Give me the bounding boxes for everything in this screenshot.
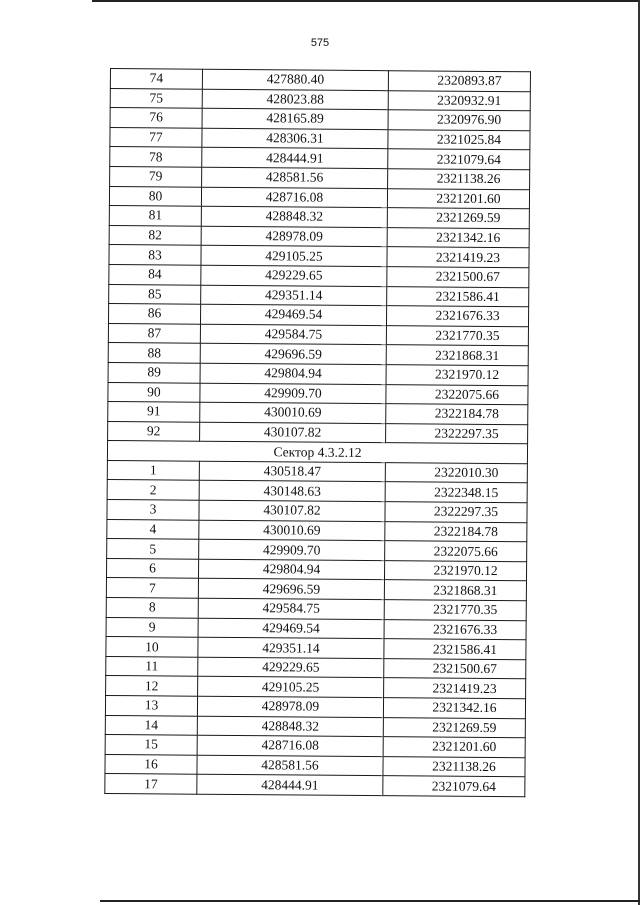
y-coordinate-cell: 2321586.41 <box>384 639 526 660</box>
point-number-cell: 8 <box>106 598 198 618</box>
y-coordinate-cell: 2321138.26 <box>383 756 525 777</box>
point-number-cell: 90 <box>108 382 200 402</box>
x-coordinate-cell: 429804.94 <box>198 559 384 580</box>
x-coordinate-cell: 428165.89 <box>202 108 388 129</box>
x-coordinate-cell: 430010.69 <box>199 520 385 541</box>
y-coordinate-cell: 2321970.12 <box>384 561 526 582</box>
x-coordinate-cell: 430107.82 <box>199 500 385 521</box>
x-coordinate-cell: 430107.82 <box>200 422 386 443</box>
y-coordinate-cell: 2321025.84 <box>388 129 530 150</box>
y-coordinate-cell: 2321500.67 <box>384 658 526 679</box>
x-coordinate-cell: 428581.56 <box>202 167 388 188</box>
y-coordinate-cell: 2322075.66 <box>385 541 527 562</box>
y-coordinate-cell: 2321269.59 <box>383 717 525 738</box>
point-number-cell: 7 <box>106 578 198 598</box>
coordinates-table-body <box>105 69 531 797</box>
point-number-cell: 74 <box>110 69 202 89</box>
y-coordinate-cell: 2321201.60 <box>387 188 529 209</box>
x-coordinate-cell: 429469.54 <box>198 618 384 639</box>
point-number-cell: 86 <box>108 304 200 324</box>
point-number-cell: 9 <box>106 617 198 637</box>
scan-bottom-border <box>100 900 640 902</box>
x-coordinate-cell: 430148.63 <box>199 481 385 502</box>
y-coordinate-cell: 2321676.33 <box>386 306 528 327</box>
x-coordinate-cell: 429351.14 <box>201 285 387 306</box>
x-coordinate-cell: 428848.32 <box>201 206 387 227</box>
point-number-cell: 15 <box>105 735 197 755</box>
x-coordinate-cell: 429584.75 <box>200 324 386 345</box>
y-coordinate-cell: 2320932.91 <box>388 90 530 111</box>
page-number: 575 <box>310 37 330 49</box>
section-title: Сектор 4.3.2.12 <box>107 441 527 464</box>
x-coordinate-cell: 428978.09 <box>197 696 383 717</box>
point-number-cell: 14 <box>105 715 197 735</box>
point-number-cell: 10 <box>106 637 198 657</box>
point-number-cell: 88 <box>108 343 200 363</box>
y-coordinate-cell: 2321079.64 <box>383 776 525 797</box>
y-coordinate-cell: 2322184.78 <box>385 521 527 542</box>
scan-top-border <box>92 0 640 2</box>
point-number-cell: 5 <box>107 539 199 559</box>
x-coordinate-cell: 429469.54 <box>200 304 386 325</box>
y-coordinate-cell: 2322010.30 <box>385 463 527 484</box>
x-coordinate-cell: 428444.91 <box>197 775 383 796</box>
point-number-cell: 4 <box>107 519 199 539</box>
x-coordinate-cell: 429909.70 <box>199 539 385 560</box>
y-coordinate-cell: 2321500.67 <box>387 267 529 288</box>
x-coordinate-cell: 428581.56 <box>197 755 383 776</box>
point-number-cell: 12 <box>106 676 198 696</box>
y-coordinate-cell: 2321342.16 <box>383 698 525 719</box>
x-coordinate-cell: 429584.75 <box>198 598 384 619</box>
x-coordinate-cell: 430010.69 <box>200 402 386 423</box>
y-coordinate-cell: 2321342.16 <box>387 227 529 248</box>
x-coordinate-cell: 427880.40 <box>202 69 388 90</box>
y-coordinate-cell: 2322297.35 <box>385 502 527 523</box>
y-coordinate-cell: 2320976.90 <box>388 110 530 131</box>
point-number-cell: 3 <box>107 500 199 520</box>
x-coordinate-cell: 428848.32 <box>197 716 383 737</box>
y-coordinate-cell: 2321138.26 <box>388 169 530 190</box>
y-coordinate-cell: 2322348.15 <box>385 482 527 503</box>
y-coordinate-cell: 2322075.66 <box>386 384 528 405</box>
coordinates-table <box>104 68 531 797</box>
y-coordinate-cell: 2321970.12 <box>386 365 528 386</box>
x-coordinate-cell: 429909.70 <box>200 383 386 404</box>
point-number-cell: 2 <box>107 480 199 500</box>
point-number-cell: 77 <box>110 127 202 147</box>
x-coordinate-cell: 428444.91 <box>202 148 388 169</box>
point-number-cell: 82 <box>109 225 201 245</box>
x-coordinate-cell: 428716.08 <box>197 735 383 756</box>
x-coordinate-cell: 429696.59 <box>198 579 384 600</box>
point-number-cell: 75 <box>110 88 202 108</box>
point-number-cell: 84 <box>109 264 201 284</box>
point-number-cell: 81 <box>109 206 201 226</box>
point-number-cell: 92 <box>108 421 200 441</box>
point-number-cell: 76 <box>110 108 202 128</box>
x-coordinate-cell: 429105.25 <box>198 677 384 698</box>
y-coordinate-cell: 2321586.41 <box>387 286 529 307</box>
point-number-cell: 17 <box>105 774 197 794</box>
x-coordinate-cell: 429229.65 <box>198 657 384 678</box>
x-coordinate-cell: 430518.47 <box>199 461 385 482</box>
y-coordinate-cell: 2321868.31 <box>384 580 526 601</box>
y-coordinate-cell: 2321676.33 <box>384 619 526 640</box>
point-number-cell: 79 <box>110 166 202 186</box>
point-number-cell: 83 <box>109 245 201 265</box>
y-coordinate-cell: 2321419.23 <box>384 678 526 699</box>
y-coordinate-cell: 2321079.64 <box>388 149 530 170</box>
x-coordinate-cell: 429696.59 <box>200 344 386 365</box>
point-number-cell: 13 <box>105 695 197 715</box>
y-coordinate-cell: 2321868.31 <box>386 345 528 366</box>
point-number-cell: 16 <box>105 754 197 774</box>
point-number-cell: 78 <box>110 147 202 167</box>
point-number-cell: 85 <box>109 284 201 304</box>
point-number-cell: 91 <box>108 402 200 422</box>
y-coordinate-cell: 2321770.35 <box>386 325 528 346</box>
y-coordinate-cell: 2321201.60 <box>383 737 525 758</box>
y-coordinate-cell: 2322184.78 <box>386 404 528 425</box>
x-coordinate-cell: 428023.88 <box>202 89 388 110</box>
point-number-cell: 6 <box>106 558 198 578</box>
x-coordinate-cell: 428716.08 <box>201 187 387 208</box>
y-coordinate-cell: 2322297.35 <box>386 423 528 444</box>
point-number-cell: 1 <box>107 460 199 480</box>
x-coordinate-cell: 428978.09 <box>201 226 387 247</box>
x-coordinate-cell: 429229.65 <box>201 265 387 286</box>
y-coordinate-cell: 2321419.23 <box>387 247 529 268</box>
x-coordinate-cell: 429804.94 <box>200 363 386 384</box>
point-number-cell: 11 <box>106 656 198 676</box>
point-number-cell: 87 <box>108 323 200 343</box>
y-coordinate-cell: 2321770.35 <box>384 600 526 621</box>
x-coordinate-cell: 428306.31 <box>202 128 388 149</box>
point-number-cell: 80 <box>109 186 201 206</box>
y-coordinate-cell: 2320893.87 <box>388 71 530 92</box>
x-coordinate-cell: 429351.14 <box>198 637 384 658</box>
x-coordinate-cell: 429105.25 <box>201 246 387 267</box>
point-number-cell: 89 <box>108 362 200 382</box>
table-row <box>105 774 525 797</box>
y-coordinate-cell: 2321269.59 <box>387 208 529 229</box>
